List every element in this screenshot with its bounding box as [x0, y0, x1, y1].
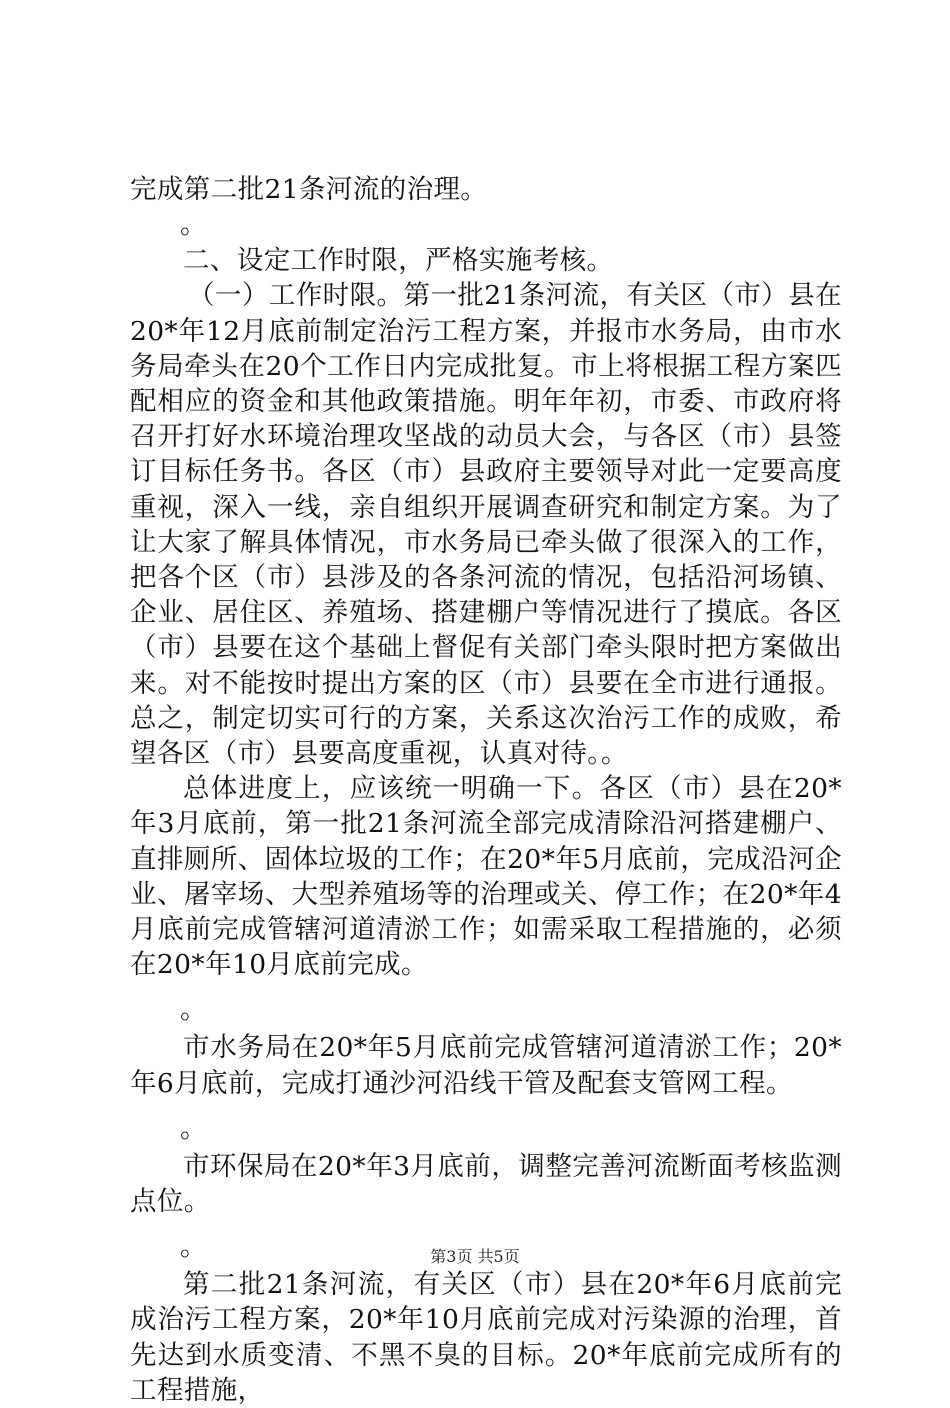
paragraph-work-deadline: （一）工作时限。第一批21条河流，有关区（市）县在20*年12月底前制定治污工程方案，并报市水务局，由市水务局牵头在20个工作日内完成批复。市上将根据工程方案匹配相应的资金和其他政策措施。明年年初，市委、市政府将召开打好水环境治理攻坚战的动员大会，与各区（市）县签订目标任务书。各区（市）县政府主要领导对此一定要高度重视，深入一线，亲自组织开展调查研究和制定方案。为了让大家了解具体情况，市水务局已牵头做了很深入的工作，把各个区（市）县涉及的各条河流的情况，包括沿河场镇、企业、居住区、养殖场、搭建棚户等情况进行了摸底。各区（市）县要在这个基础上督促有关部门牵头限时把方案做出来。对不能按时提出方案的区（市）县要在全市进行通报。总之，制定切实可行的方案，关系这次治污工作的成败，希望各区（市）县要高度重视，认真对待。。: [130, 280, 842, 770]
paragraph-1: 完成第二批21条河流的治理。: [130, 174, 488, 205]
paragraph-env-bureau: 市环保局在20*年3月底前，调整完善河流断面考核监测点位。: [130, 1150, 842, 1218]
paragraph-second-batch: 第二批21条河流，有关区（市）县在20*年6月底前完成治污工程方案，20*年10月底前完成对污染源的治理，首先达到水质变清、不黑不臭的目标。20*年底前完成所有的工程措施，: [130, 1269, 842, 1406]
paragraph-overall-progress: 总体进度上，应该统一明确一下。各区（市）县在20*年3月底前，第一批21条河流全部完成清除沿河搭建棚户、直排厕所、固体垃圾的工作；在20*年5月底前，完成沿河企业、屠宰场、大型养殖场等的治理或关、停工作；在20*年4月底前完成管辖河道清淤工作；如需采取工程措施的，必须在20*年10月底前完成。: [130, 773, 842, 981]
paragraph-separator: 。: [180, 1112, 207, 1144]
document-body: [130, 172, 842, 1408]
section-heading: 二、设定工作时限，严格实施考核。: [183, 245, 614, 277]
paragraph-separator: 。: [180, 209, 207, 241]
paragraph-separator: 。: [180, 1231, 207, 1263]
paragraph-separator: 。: [180, 994, 207, 1026]
page-footer: 第3页 共5页: [430, 1247, 520, 1266]
paragraph-water-bureau: 市水务局在20*年5月底前完成管辖河道清淤工作；20*年6月底前，完成打通沙河沿线干管及配套支管网工程。: [130, 1032, 842, 1099]
